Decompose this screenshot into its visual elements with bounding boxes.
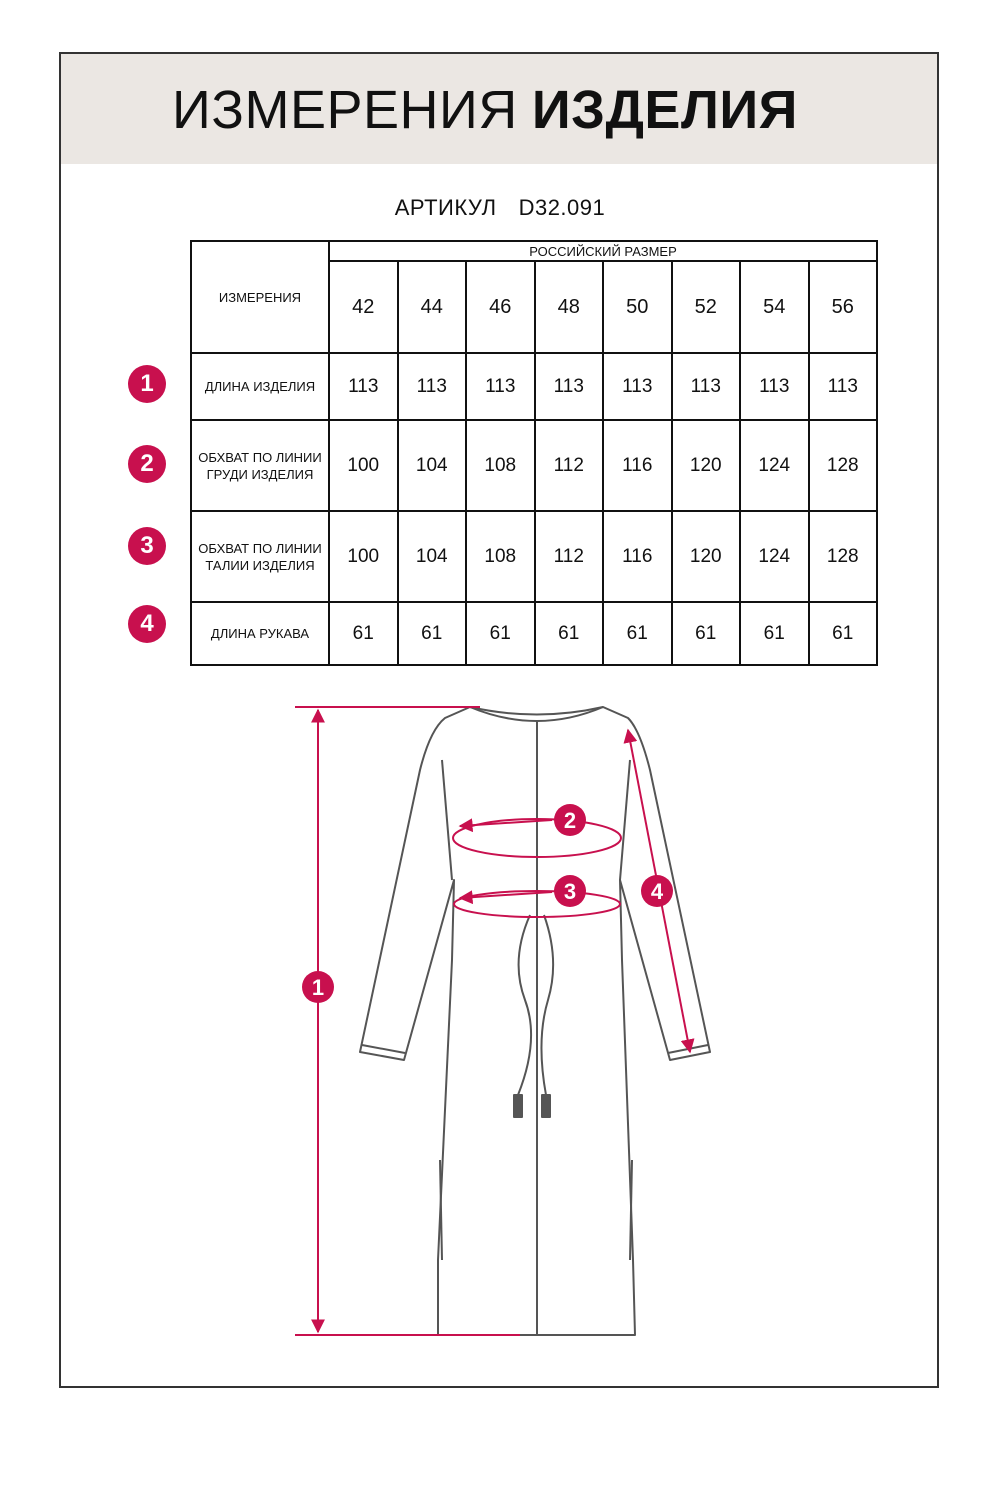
table-cell: 113: [466, 353, 535, 420]
measure-header: ИЗМЕРЕНИЯ: [191, 241, 329, 353]
table-cell: 61: [329, 602, 398, 665]
sleeve-seam-left: [442, 760, 452, 880]
table-cell: 108: [466, 511, 535, 602]
size-header: 46: [466, 261, 535, 353]
row-number-badge: 4: [128, 605, 166, 643]
table-cell: 104: [398, 420, 467, 511]
dress-body-outline: [360, 707, 710, 1335]
table-cell: 100: [329, 511, 398, 602]
table-cell: 128: [809, 511, 878, 602]
table-cell: 61: [809, 602, 878, 665]
title-light: ИЗМЕРЕНИЯ: [172, 80, 518, 140]
table-cell: 120: [672, 420, 741, 511]
marker-label: 4: [650, 879, 664, 904]
row-label: ДЛИНА ИЗДЕЛИЯ: [191, 353, 329, 420]
title-bold: ИЗДЕЛИЯ: [531, 80, 798, 140]
table-cell: 113: [740, 353, 809, 420]
table-cell: 61: [398, 602, 467, 665]
table-cell: 120: [672, 511, 741, 602]
size-header: 52: [672, 261, 741, 353]
size-group-header: РОССИЙСКИЙ РАЗМЕР: [329, 241, 877, 261]
table-cell: 116: [603, 420, 672, 511]
size-header: 44: [398, 261, 467, 353]
table-cell: 100: [329, 420, 398, 511]
table-cell: 61: [466, 602, 535, 665]
table-cell: 112: [535, 420, 604, 511]
cuff-left: [362, 1045, 405, 1053]
row-label: ДЛИНА РУКАВА: [191, 602, 329, 665]
size-header: 48: [535, 261, 604, 353]
drawstring-left: [518, 915, 531, 1095]
table-cell: 113: [672, 353, 741, 420]
diagram-marker-4: [641, 875, 673, 907]
article-code: D32.091: [518, 195, 606, 220]
marker-label: 3: [563, 879, 577, 904]
dress-outline: [360, 707, 710, 1335]
table-cell: 108: [466, 420, 535, 511]
row-label: ОБХВАТ ПО ЛИНИИ ТАЛИИ ИЗДЕЛИЯ: [191, 511, 329, 602]
marker-label: 1: [311, 975, 325, 1000]
row-label: ОБХВАТ ПО ЛИНИИ ГРУДИ ИЗДЕЛИЯ: [191, 420, 329, 511]
size-header: 54: [740, 261, 809, 353]
row-number-badge: 1: [128, 365, 166, 403]
table-cell: 61: [603, 602, 672, 665]
table-cell: 116: [603, 511, 672, 602]
table-cell: 104: [398, 511, 467, 602]
table-cell: 124: [740, 511, 809, 602]
table-cell: 113: [535, 353, 604, 420]
cord-end-left: [514, 1095, 522, 1117]
table-cell: 61: [740, 602, 809, 665]
diagram-marker-3: [554, 875, 586, 907]
table-cell: 113: [809, 353, 878, 420]
table-cell: 128: [809, 420, 878, 511]
size-header: 50: [603, 261, 672, 353]
size-header: 56: [809, 261, 878, 353]
table-cell: 112: [535, 511, 604, 602]
table-cell: 113: [329, 353, 398, 420]
diagram-marker-2: [554, 804, 586, 836]
article-label: АРТИКУЛ: [394, 195, 497, 220]
sleeve-seam-right: [620, 760, 630, 880]
table-cell: 61: [672, 602, 741, 665]
row-number-badge: 3: [128, 527, 166, 565]
cord-end-right: [542, 1095, 550, 1117]
diagram-marker-1: [302, 971, 334, 1003]
table-cell: 124: [740, 420, 809, 511]
table-cell: 113: [603, 353, 672, 420]
row-number-badge: 2: [128, 445, 166, 483]
table-cell: 113: [398, 353, 467, 420]
table-cell: 61: [535, 602, 604, 665]
size-header: 42: [329, 261, 398, 353]
drawstring-right: [541, 915, 553, 1095]
marker-label: 2: [563, 808, 577, 833]
